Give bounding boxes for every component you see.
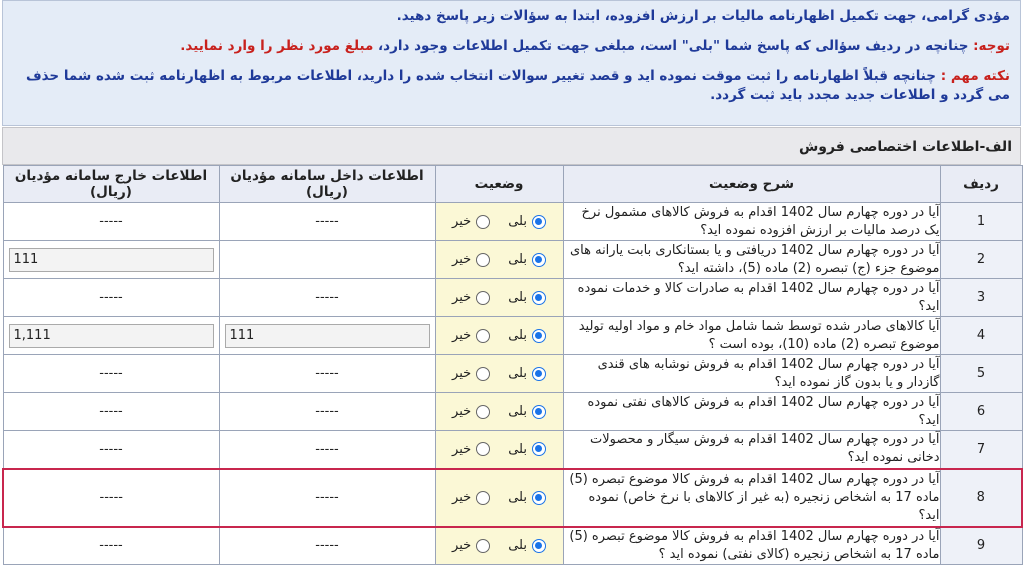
no-label: خیر	[452, 290, 472, 305]
outside-value-cell	[3, 241, 219, 279]
inside-value: -----	[219, 393, 435, 431]
section-title: الف-اطلاعات اختصاصی فروش	[2, 127, 1021, 165]
no-option[interactable]	[452, 290, 490, 305]
table-row	[3, 355, 1022, 393]
outside-value-input[interactable]: 1,111	[9, 324, 214, 348]
row-description: آیا در دوره چهارم سال 1402 اقدام به فروش کالا موضوع تبصره (5) ماده 17 به اشخاص زنجیره (کالای نفتی) نموده اید ؟	[563, 527, 940, 565]
no-radio[interactable]	[476, 253, 490, 267]
yes-radio[interactable]	[532, 291, 546, 305]
yes-radio[interactable]	[532, 329, 546, 343]
yes-label: بلی	[508, 214, 527, 229]
status-cell	[435, 317, 563, 355]
yes-label: بلی	[508, 490, 527, 505]
no-option[interactable]	[452, 404, 490, 419]
row-number: 2	[940, 241, 1022, 279]
row-number: 1	[940, 203, 1022, 241]
yes-radio[interactable]	[532, 442, 546, 456]
status-cell	[435, 469, 563, 527]
row-description: آیا در دوره چهارم سال 1402 اقدام به فروش نوشابه های قندی گازدار و یا بدون گاز نموده اید؟	[563, 355, 940, 393]
no-radio[interactable]	[476, 329, 490, 343]
yes-label: بلی	[508, 290, 527, 305]
no-label: خیر	[452, 252, 472, 267]
status-cell	[435, 527, 563, 565]
status-cell	[435, 279, 563, 317]
no-option[interactable]	[452, 328, 490, 343]
no-label: خیر	[452, 441, 472, 457]
yes-radio[interactable]	[532, 253, 546, 267]
row-description: آیا کالاهای صادر شده توسط شما شامل مواد خام و مواد اولیه تولید موضوع تبصره (2) ماده (10)، بوده است ؟	[563, 317, 940, 355]
header-outside-system: اطلاعات خارج سامانه مؤدیان (ریال)	[3, 166, 219, 203]
row-description: آیا در دوره چهارم سال 1402 اقدام به فروش سیگار و محصولات دخانی نموده اید؟	[563, 431, 940, 469]
row-description: آیا در دوره چهارم سال 1402 اقدام به فروش کالا موضوع تبصره (5) ماده 17 به اشخاص زنجیره (به غیر از کالاهای با نرخ خاص) نموده اید؟	[563, 469, 940, 527]
yes-radio[interactable]	[532, 367, 546, 381]
sales-questions-table	[2, 165, 1023, 565]
instructions-panel	[2, 0, 1021, 126]
outside-value: -----	[3, 469, 219, 527]
table-row	[3, 279, 1022, 317]
yes-label: بلی	[508, 538, 527, 554]
status-cell	[435, 241, 563, 279]
table-row	[3, 469, 1022, 527]
no-label: خیر	[452, 328, 472, 343]
no-option[interactable]	[452, 252, 490, 267]
note-text	[11, 37, 1010, 56]
row-number: 4	[940, 317, 1022, 355]
inside-value: -----	[219, 431, 435, 469]
important-text	[11, 67, 1010, 105]
yes-radio[interactable]	[532, 405, 546, 419]
yes-option[interactable]	[508, 490, 546, 505]
no-option[interactable]	[452, 538, 490, 553]
row-number: 3	[940, 279, 1022, 317]
inside-value-input[interactable]: 111	[225, 324, 430, 348]
status-cell	[435, 431, 563, 469]
yes-option[interactable]	[508, 366, 546, 381]
yes-radio[interactable]	[532, 215, 546, 229]
table-row	[3, 203, 1022, 241]
no-label: خیر	[452, 404, 472, 419]
outside-value-input[interactable]: 111	[9, 248, 214, 272]
yes-option[interactable]	[508, 214, 546, 229]
no-radio[interactable]	[476, 367, 490, 381]
status-cell	[435, 203, 563, 241]
row-number: 7	[940, 431, 1022, 469]
outside-value: -----	[3, 393, 219, 431]
no-radio[interactable]	[476, 291, 490, 305]
no-option[interactable]	[452, 490, 490, 505]
no-radio[interactable]	[476, 491, 490, 505]
inside-value: -----	[219, 469, 435, 527]
header-status: وضعیت	[435, 166, 563, 203]
no-radio[interactable]	[476, 215, 490, 229]
header-inside-system: اطلاعات داخل سامانه مؤدیان (ریال)	[219, 166, 435, 203]
yes-radio[interactable]	[532, 539, 546, 553]
yes-label: بلی	[508, 366, 527, 381]
row-number: 6	[940, 393, 1022, 431]
yes-option[interactable]	[508, 290, 546, 305]
inside-value: -----	[219, 355, 435, 393]
outside-value: -----	[3, 203, 219, 241]
row-number: 8	[940, 469, 1022, 527]
outside-value: -----	[3, 527, 219, 565]
table-row	[3, 431, 1022, 469]
yes-radio[interactable]	[532, 491, 546, 505]
header-row-number: ردیف	[940, 166, 1022, 203]
inside-value: -----	[219, 203, 435, 241]
inside-value: -----	[219, 527, 435, 565]
yes-label: بلی	[508, 328, 527, 343]
row-number: 5	[940, 355, 1022, 393]
outside-value-cell	[3, 317, 219, 355]
no-option[interactable]	[452, 442, 490, 457]
no-option[interactable]	[452, 214, 490, 229]
outside-value: -----	[3, 431, 219, 469]
outside-value: -----	[3, 355, 219, 393]
row-description: آیا در دوره چهارم سال 1402 دریافتی و یا بستانکاری بابت یارانه های موضوع جزء (ج) تبصره (2) ماده (5)، داشته اید؟	[563, 241, 940, 279]
inside-value: -----	[219, 279, 435, 317]
row-number: 9	[940, 527, 1022, 565]
no-radio[interactable]	[476, 442, 490, 456]
no-option[interactable]	[452, 366, 490, 381]
important-label: نکته مهم :	[940, 68, 1010, 84]
yes-option[interactable]	[508, 404, 546, 419]
yes-label: بلی	[508, 441, 527, 457]
no-label: خیر	[452, 538, 472, 554]
table-row	[3, 393, 1022, 431]
outside-value: -----	[3, 279, 219, 317]
note-body: چنانچه در ردیف سؤالی که پاسخ شما "بلی" است، مبلغی جهت تکمیل اطلاعات وجود دارد،	[373, 38, 974, 54]
note-red-text: مبلغ مورد نظر را وارد نمایید.	[180, 38, 374, 54]
table-row	[3, 317, 1022, 355]
header-description: شرح وضعیت	[563, 166, 940, 203]
no-radio[interactable]	[476, 405, 490, 419]
yes-option[interactable]	[508, 442, 546, 457]
yes-label: بلی	[508, 252, 527, 267]
yes-option[interactable]	[508, 538, 546, 553]
no-label: خیر	[452, 214, 472, 229]
table-row	[3, 527, 1022, 565]
inside-value	[219, 241, 435, 279]
yes-label: بلی	[508, 404, 527, 419]
intro-text: مؤدی گرامی، جهت تکمیل اظهارنامه مالیات بر ارزش افزوده، ابتدا به سؤالات زیر پاسخ دهید.	[396, 8, 1010, 24]
no-label: خیر	[452, 490, 472, 505]
no-label: خیر	[452, 366, 472, 381]
status-cell	[435, 393, 563, 431]
yes-option[interactable]	[508, 252, 546, 267]
row-description: آیا در دوره چهارم سال 1402 اقدام به صادرات کالا و خدمات نموده اید؟	[563, 279, 940, 317]
no-radio[interactable]	[476, 539, 490, 553]
inside-value-cell	[219, 317, 435, 355]
row-description: آیا در دوره چهارم سال 1402 اقدام به فروش کالاهای نفتی نموده اید؟	[563, 393, 940, 431]
note-label: توجه:	[973, 38, 1010, 54]
row-description: آیا در دوره چهارم سال 1402 اقدام به فروش کالاهای مشمول نرخ یک درصد مالیات بر ارزش افزوده نموده اید؟	[563, 203, 940, 241]
yes-option[interactable]	[508, 328, 546, 343]
important-body: چنانچه قبلاً اظهارنامه را ثبت موقت نموده اید و قصد تغییر سوالات انتخاب شده را دارید، اطلاعات مربوط به اظهارنامه ثبت شده شما حذف می گردد و اطلاعات جدید مجدد باید ثبت گردد.	[25, 68, 1010, 103]
status-cell	[435, 355, 563, 393]
table-row	[3, 241, 1022, 279]
